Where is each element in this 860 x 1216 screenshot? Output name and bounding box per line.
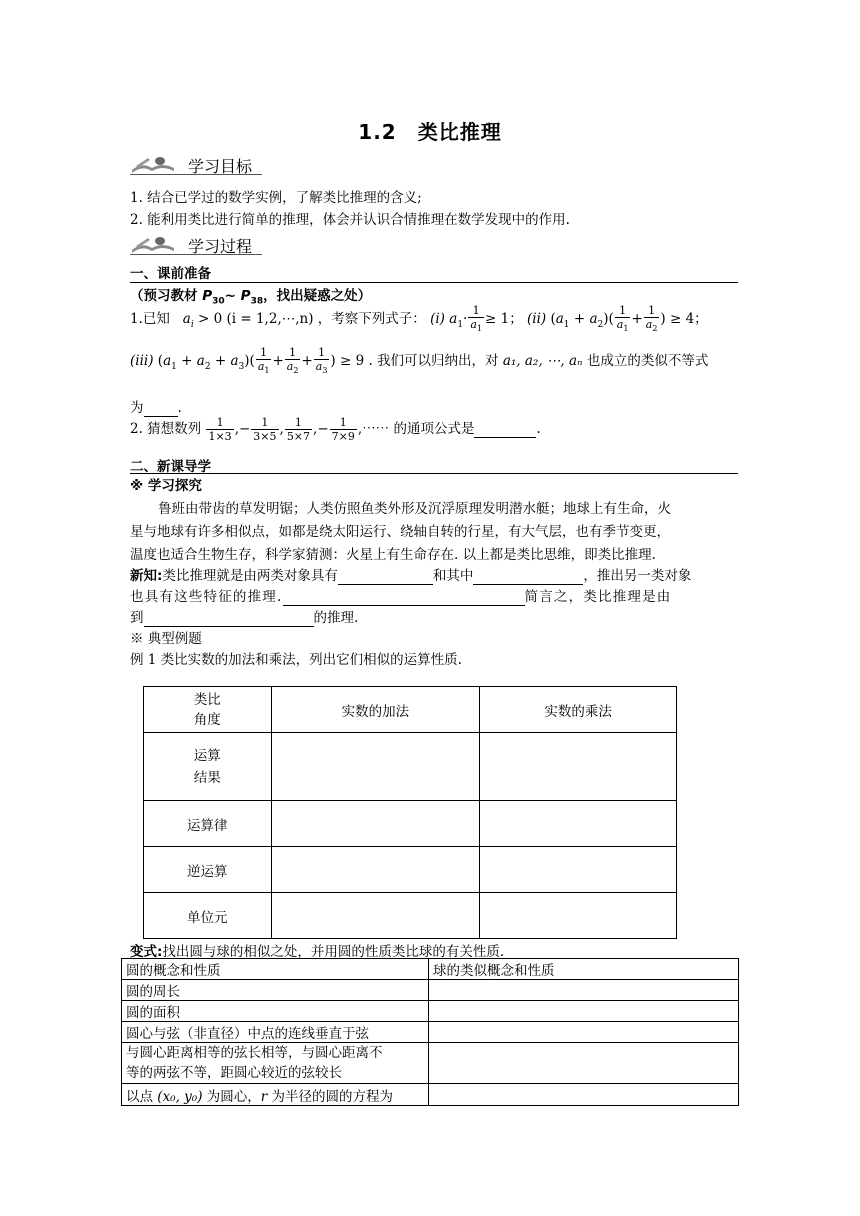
section-learning-process <box>130 232 270 254</box>
table-cell[interactable] <box>480 893 677 939</box>
table-cell[interactable] <box>271 733 480 801</box>
page-title: 1.2 类比推理 <box>358 120 502 144</box>
divider <box>130 282 738 283</box>
answer-blank[interactable] <box>473 568 583 585</box>
table-cell[interactable] <box>429 980 739 1001</box>
sequence-term: $\frac{1}{7\times 9}$ <box>331 416 355 443</box>
sequence-term: $\frac{1}{5\times 7}$ <box>286 416 311 443</box>
part1-heading: 一、课前准备 <box>130 266 211 282</box>
table-header-cell: 圆的概念和性质 <box>122 959 429 980</box>
table-row-label: 圆心与弦（非直径）中点的连线垂直于弦 <box>122 1022 429 1043</box>
variant-line: 变式:找出圆与球的相似之处，并用圆的性质类比球的有关性质. <box>130 944 505 960</box>
table-cell[interactable] <box>271 847 480 893</box>
answer-blank[interactable] <box>144 610 314 627</box>
comparison-table-real-ops <box>143 686 677 939</box>
preview-note: （预习教材 $P_{30}\sim$ $P_{38}$，找出疑惑之处） <box>130 288 372 307</box>
book-reading-icon <box>130 152 178 174</box>
table-row-label: 逆运算 <box>144 847 272 893</box>
table-row-label: 与圆心距离相等的弦长相等，与圆心距离不 等的两弦不等，距圆心较近的弦较长 <box>122 1043 429 1084</box>
question-1-line-3: 为 . <box>130 400 182 416</box>
table-row-label: 圆的周长 <box>122 980 429 1001</box>
table-cell[interactable] <box>480 801 677 847</box>
examples-heading: ※ 典型例题 <box>130 631 202 647</box>
table-row-label: 单位元 <box>144 893 272 939</box>
example-1: 例 1 类比实数的加法和乘法，列出它们相似的运算性质. <box>130 652 462 668</box>
sequence-term: $\frac{1}{1\times 3}$ <box>208 416 232 443</box>
answer-blank[interactable] <box>144 400 178 417</box>
section-heading: 学习目标 <box>188 157 253 176</box>
section-heading: 学习过程 <box>188 237 253 256</box>
answer-blank[interactable] <box>338 568 433 585</box>
goal-item-1: 1. 结合已学过的数学实例，了解类比推理的含义; <box>130 190 422 206</box>
table-row-label: 以点 (x₀, y₀) 为圆心，r 为半径的圆的方程为 <box>122 1084 429 1106</box>
question-1-line-2: (iii) $(a_1 + a_2 + a_3)$( $\frac{1}{a_1}$ + $\frac{1}{a_2}$ + $\frac{1}{a_3}$ ) ≥ 9 . 我们可以归纳出，对 a₁, a₂, ⋯, aₙ 也成立的类似不等式 <box>130 346 709 376</box>
table-row-label: 圆的面积 <box>122 1001 429 1022</box>
sequence-terms: $\frac{1}{1\times 3}$ ,− $\frac{1}{3\times 5}$ , $\frac{1}{5\times 7}$ ,− $\frac{1}{7\times 9}$ <box>208 416 355 443</box>
table-cell[interactable] <box>429 1022 739 1043</box>
goal-item-2: 2. 能利用类比进行简单的推理，体会并认识合情推理在数学发现中的作用. <box>130 212 570 228</box>
table-cell[interactable] <box>429 1084 739 1106</box>
book-reading-icon <box>130 232 178 254</box>
divider <box>130 473 738 474</box>
table-cell[interactable] <box>429 1043 739 1084</box>
table-cell[interactable] <box>429 1001 739 1022</box>
paragraph-line: 温度也适合生物生存，科学家猜测：火星上有生命存在. 以上都是类比思维，即类比推理. <box>130 547 656 563</box>
new-knowledge-line-3: 到 的推理. <box>130 610 359 626</box>
section-learning-goals <box>130 152 270 174</box>
table-header-cell: 球的类似概念和性质 <box>429 959 739 980</box>
paragraph-line: 星与地球有许多相似点，如都是绕太阳运行、绕轴自转的行星，有大气层，也有季节变更， <box>130 524 670 540</box>
question-1-line-1: 1.已知 $a_i > 0$ (i = 1,2,⋯,n) ，考察下列式子： (i) $a_1\cdot$ $\frac{1}{a_1}$ ≥ 1； (ii) $(a_1 + a_2)$( $\frac{1}{a_1}$ + $\frac{1}{a_2}$ ) ≥ 4； <box>130 304 708 334</box>
explore-heading: ※ 学习探究 <box>130 478 202 494</box>
table-row-label: 运算律 <box>144 801 272 847</box>
comparison-table-circle-sphere <box>121 958 739 1106</box>
part2-heading: 二、新课导学 <box>130 459 211 475</box>
answer-blank[interactable] <box>283 589 525 606</box>
table-cell[interactable] <box>271 893 480 939</box>
table-header-cell: 实数的加法 <box>271 687 480 733</box>
sequence-term: $\frac{1}{3\times 5}$ <box>253 416 277 443</box>
table-cell[interactable] <box>480 847 677 893</box>
table-cell[interactable] <box>480 733 677 801</box>
answer-blank[interactable] <box>474 421 536 438</box>
table-cell[interactable] <box>271 801 480 847</box>
new-knowledge-line-2: 也具有这些特征的推理. 简言之，类比推理是由 <box>130 589 672 605</box>
table-row-label: 运算 结果 <box>144 733 272 801</box>
table-header-cell: 实数的乘法 <box>480 687 677 733</box>
new-knowledge-line-1: 新知:类比推理就是由两类对象具有 和其中 ，推出另一类对象 <box>130 568 692 584</box>
question-2: 2. 猜想数列 $\frac{1}{1\times 3}$ ,− $\frac{1}{3\times 5}$ , $\frac{1}{5\times 7}$ ,− $\frac{1}{7\times 9}$ ,⋯⋯ 的通项公式是 . <box>130 416 541 443</box>
paragraph-line: 鲁班由带齿的草发明锯；人类仿照鱼类外形及沉浮原理发明潜水艇；地球上有生命，火 <box>158 501 671 517</box>
table-header-cell: 类比 角度 <box>144 687 272 733</box>
